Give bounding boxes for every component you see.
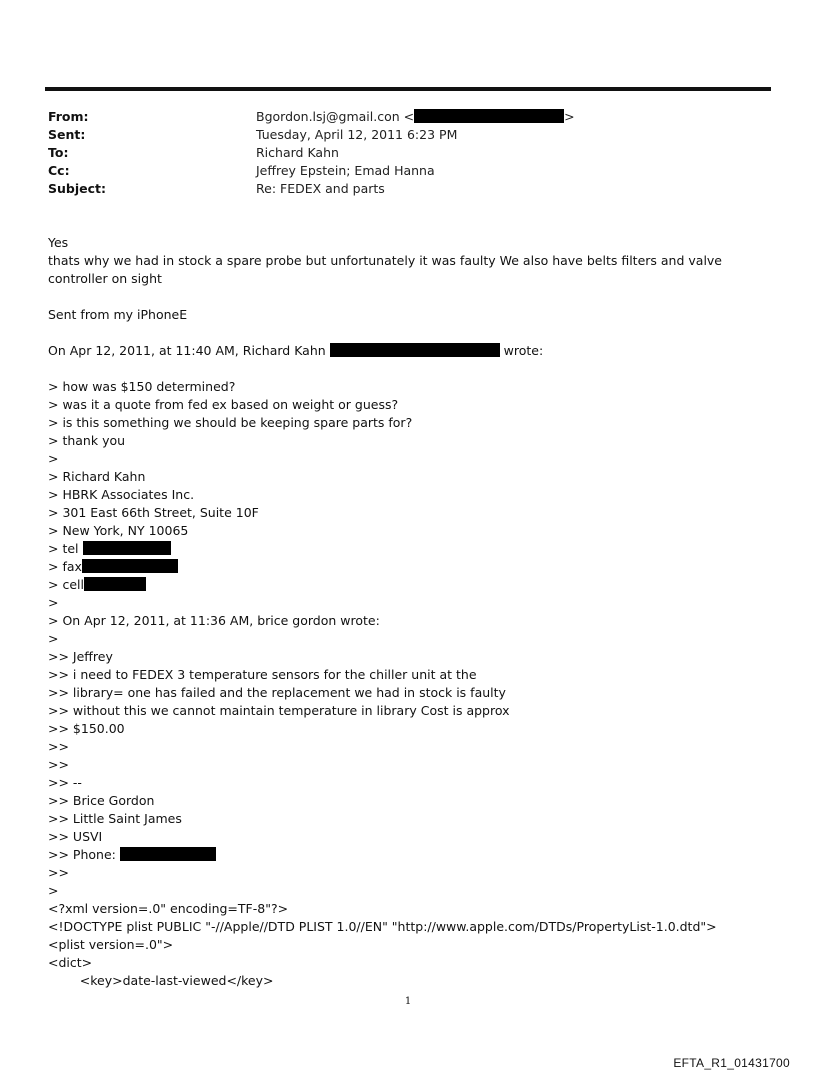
quoted-line: > HBRK Associates Inc. (48, 487, 195, 502)
sent-row (48, 126, 768, 144)
page-number: 1 (404, 996, 412, 1007)
quoted-line: >> Little Saint James (48, 811, 182, 826)
cc-label: Cc: (48, 163, 70, 178)
from-value: Bgordon.lsj@gmail.con < > (256, 109, 575, 124)
quoted-line: > (48, 883, 59, 898)
sent-value: Tuesday, April 12, 2011 6:23 PM (256, 127, 458, 142)
quoted-line: >> $150.00 (48, 721, 125, 736)
xml-line: <!DOCTYPE plist PUBLIC "-//Apple//DTD PLIST 1.0//EN" "http://www.apple.com/DTDs/PropertyList-1.0.dtd"> (48, 919, 717, 934)
quoted-line: > 301 East 66th Street, Suite 10F (48, 505, 259, 520)
quoted-line: >> i need to FEDEX 3 temperature sensors for the chiller unit at the (48, 667, 477, 682)
reply-attribution: On Apr 12, 2011, at 11:40 AM, Richard Kahn wrote: (48, 343, 544, 358)
quoted-line: > (48, 631, 59, 646)
quoted-line: > is this something we should be keeping spare parts for? (48, 415, 413, 430)
quoted-line: > On Apr 12, 2011, at 11:36 AM, brice gordon wrote: (48, 613, 380, 628)
quoted-line: >> (48, 865, 69, 880)
cc-row (48, 162, 768, 180)
quoted-line: >> Phone: (48, 846, 773, 864)
quoted-line: >> Brice Gordon (48, 793, 155, 808)
subject-value: Re: FEDEX and parts (256, 181, 385, 196)
body-line: Yes (48, 235, 69, 250)
quoted-line: >> (48, 757, 69, 772)
quoted-line: > Richard Kahn (48, 469, 146, 484)
quoted-line: > New York, NY 10065 (48, 523, 189, 538)
subject-row (48, 180, 768, 198)
quoted-line: >> -- (48, 775, 82, 790)
quoted-line: >> USVI (48, 829, 103, 844)
to-value: Richard Kahn (256, 145, 339, 160)
to-label: To: (48, 145, 69, 160)
xml-line: <dict> (48, 955, 93, 970)
sent-label: Sent: (48, 127, 86, 142)
redaction-box (414, 109, 564, 123)
quoted-line: > fax (48, 558, 773, 576)
redaction-box (82, 559, 178, 573)
quoted-line: > (48, 595, 59, 610)
header-rule (45, 87, 771, 91)
email-header (48, 108, 768, 198)
quoted-line: > tel (48, 540, 773, 558)
quoted-line: > was it a quote from fed ex based on weight or guess? (48, 397, 399, 412)
xml-line: <key>date-last-viewed</key> (48, 973, 274, 988)
from-row (48, 108, 768, 126)
quoted-line: > how was $150 determined? (48, 379, 236, 394)
email-body (48, 234, 773, 990)
quoted-line: >> Jeffrey (48, 649, 113, 664)
body-paragraph: thats why we had in stock a spare probe but unfortunately it was faulty We also have belts filters and valve controller on sight (48, 253, 722, 286)
redaction-box (83, 541, 171, 555)
quoted-line: >> without this we cannot maintain temperature in library Cost is approx (48, 703, 510, 718)
quoted-line: > cell (48, 576, 773, 594)
redaction-box (84, 577, 146, 591)
quoted-line: >> library= one has failed and the replacement we had in stock is faulty (48, 685, 506, 700)
quoted-line: > thank you (48, 433, 126, 448)
signature-line: Sent from my iPhoneE (48, 307, 188, 322)
document-id: EFTA_R1_01431700 (673, 1056, 790, 1070)
redaction-box (120, 847, 216, 861)
quoted-line: >> (48, 739, 69, 754)
subject-label: Subject: (48, 181, 106, 196)
quoted-line: > (48, 451, 59, 466)
xml-line: <?xml version=.0" encoding=TF-8"?> (48, 901, 289, 916)
cc-value: Jeffrey Epstein; Emad Hanna (256, 163, 435, 178)
redaction-box (330, 343, 500, 357)
from-label: From: (48, 109, 89, 124)
xml-line: <plist version=.0"> (48, 937, 174, 952)
to-row (48, 144, 768, 162)
